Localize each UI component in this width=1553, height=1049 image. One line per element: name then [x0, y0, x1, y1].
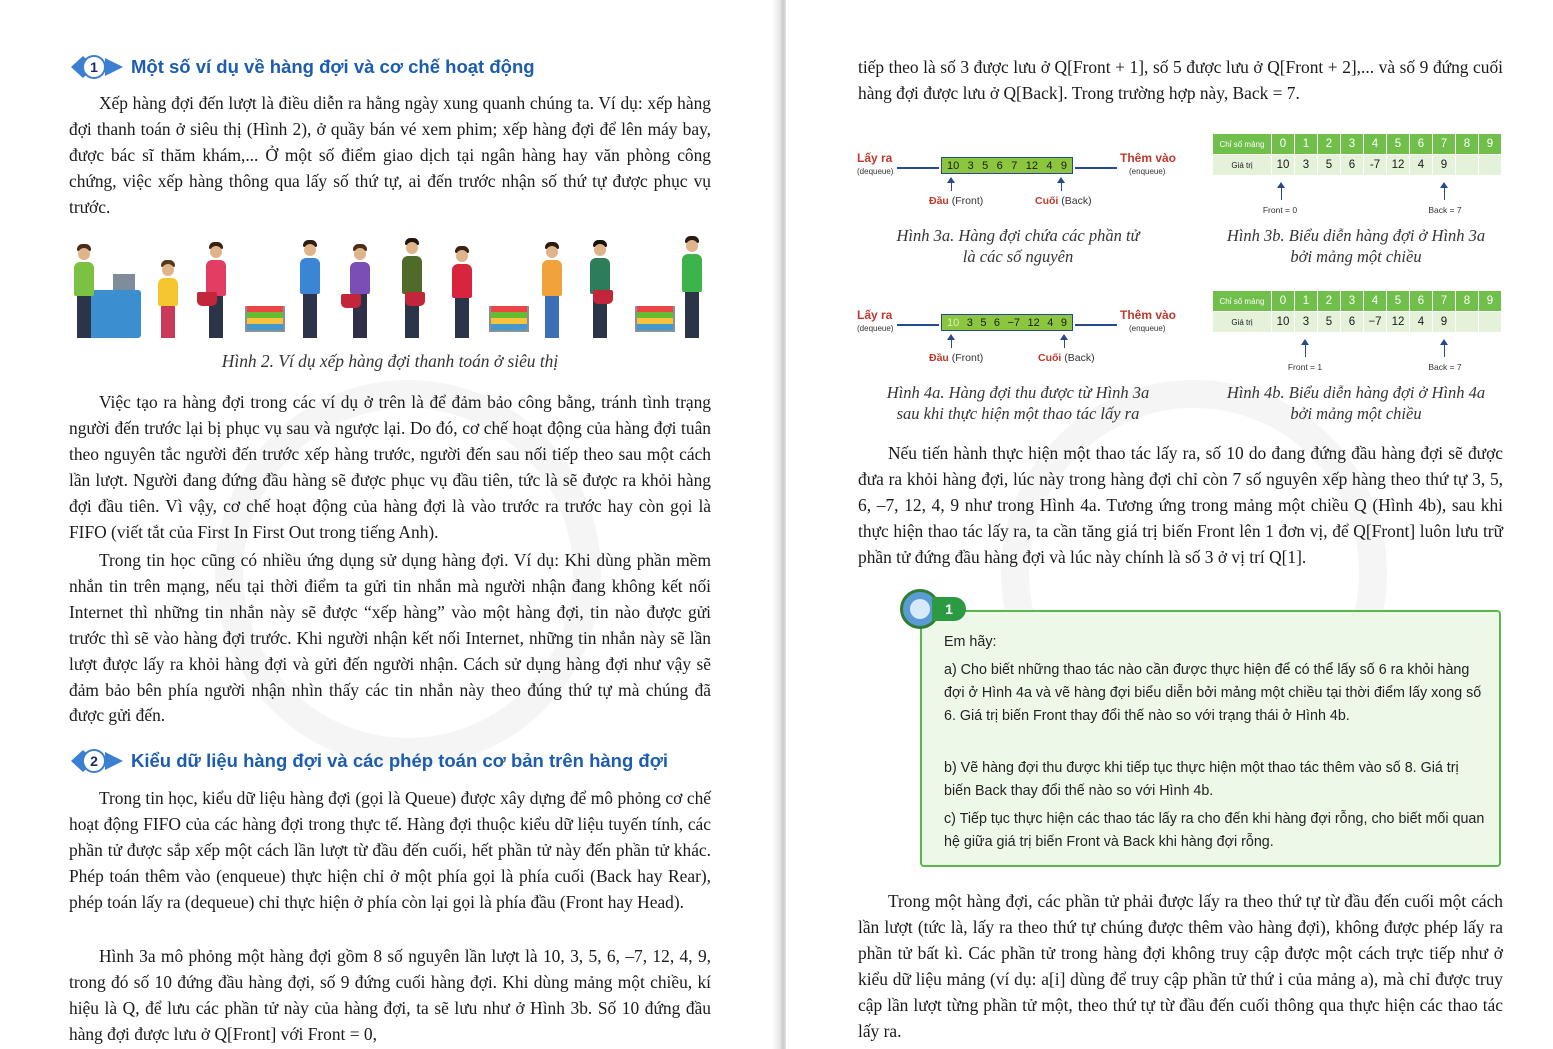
- shopping-cart: [489, 306, 529, 332]
- shopping-cart: [635, 306, 675, 332]
- queue-item: 12: [1025, 159, 1038, 172]
- shopping-basket: [593, 290, 613, 304]
- section-2-title: Kiểu dữ liệu hàng đợi và các phép toán cơ bản trên hàng đợi: [131, 750, 669, 771]
- exercise-item-c: c) Tiếp tục thực hiện các thao tác lấy ra cho đến khi hàng đợi rỗng, cho biết mối quan hệ giữa giá trị biến Front và Back khi hàng đợi rỗng.: [944, 811, 1485, 850]
- queue-item: 7: [1011, 159, 1018, 172]
- queue-item: 12: [1027, 316, 1040, 329]
- queue-item: 5: [980, 316, 987, 329]
- queue-bar: [941, 157, 1073, 174]
- dequeue-sublabel: (dequeue): [857, 324, 894, 333]
- queue-item: −7: [1007, 316, 1021, 329]
- dequeue-label: Lấy ra: [857, 151, 893, 165]
- enqueue-label: Thêm vào: [1120, 308, 1177, 322]
- paragraph-access-rule: Trong một hàng đợi, các phần tử phải được lấy ra theo thứ tự từ đầu đến cuối một cách lần lượt (tức là, lấy ra theo thứ tự chúng được thêm vào hàng đợi), không được phép lấy ra phần tử bất kì. Các phần tử trong hàng đợi không truy cập được một cách trực tiếp như ở kiểu dữ liệu mảng (ví dụ: a[i] dùng để truy cập phần tử thứ i của mảng a), mà chỉ được truy cập lần lượt từng phần tử một, theo thứ tự từ đầu đến cuối thông qua thực hiện các thao tác lấy ra.: [858, 891, 1503, 1041]
- exercise-box: [920, 610, 1501, 867]
- cash-register: [113, 274, 135, 290]
- checkout-counter: [89, 290, 141, 338]
- person: [681, 236, 703, 338]
- front-index-label: Front = 1: [1287, 362, 1323, 372]
- queue-item-removed: 10: [947, 316, 960, 329]
- queue-item: 4: [1046, 159, 1053, 172]
- dequeue-label: Lấy ra: [857, 308, 893, 322]
- back-pointer-label: Cuối (Back): [1035, 195, 1092, 207]
- person: [299, 240, 321, 338]
- person: [451, 246, 473, 338]
- queue-item: 6: [993, 316, 1001, 329]
- person: [205, 242, 227, 338]
- queue-item: 10: [947, 159, 960, 172]
- figure-2-illustration: [69, 232, 711, 338]
- front-index-label: Front = 0: [1262, 205, 1298, 215]
- figure-3b-caption: Hình 3b. Biểu diễn hàng đợi ở Hình 3a bởi mảng một chiều: [1226, 226, 1486, 266]
- shopping-basket: [197, 292, 217, 306]
- queue-item: 3: [966, 316, 973, 329]
- paragraph-dequeue-explanation: Nếu tiến hành thực hiện một thao tác lấy ra, số 10 do đang đứng đầu hàng đợi sẽ được đưa ra khỏi hàng đợi, lúc này trong hàng đợi chỉ còn 7 số nguyên xếp hàng theo thứ tự 3, 5, 6, –7, 12, 4, 9 như trong Hình 4a. Tương ứng trong mảng một chiều Q (Hình 4b), sau khi thực hiện thao tác lấy ra, ta cần tăng giá trị biến Front lên 1 đơn vị, để Q[Front] luôn lưu trữ phần tử đứng đầu hàng đợi và lúc này chính là số 3 ở vị trí Q[1].: [858, 443, 1503, 567]
- person: [401, 238, 423, 338]
- shopping-basket: [405, 292, 425, 306]
- person: [541, 242, 563, 338]
- section-1-heading: [69, 54, 535, 80]
- back-index-label: Back = 7: [1428, 205, 1462, 215]
- front-pointer-label: Đầu (Front): [929, 352, 984, 364]
- figure-3a-queue: [857, 145, 1187, 215]
- queue-item: 9: [1060, 159, 1067, 172]
- paragraph-1: Xếp hàng đợi đến lượt là điều diễn ra hằng ngày xung quanh chúng ta. Ví dụ: xếp hàng đợi thanh toán ở siêu thị (Hình 2), ở quầy bán vé xem phim; xếp hàng đợi để lên máy bay, được bác sĩ thăm khám,... Ở một số điểm giao dịch tại ngân hàng hay văn phòng công chứng, việc xếp hàng thông qua lấy số thứ tự, ai đến trước nhận số thứ tự được phục vụ trước.: [69, 93, 711, 217]
- paragraph-2: Việc tạo ra hàng đợi trong các ví dụ ở trên là để đảm bảo công bằng, tránh tình trạng người đến trước lại bị phục vụ sau và ngược lại. Do đó, cơ chế hoạt động của hàng đợi tuân theo nguyên tắc người đến trước xếp hàng trước, người đến sau nối tiếp theo sau một cách lần lượt. Người đang đứng đầu hàng sẽ được phục vụ đầu tiên, tức là sẽ được ra khỏi hàng đợi đầu tiên. Vì vậy, cơ chế hoạt động của hàng đợi là vào trước ra trước hay còn gọi là FIFO (viết tắt của First In First Out trong tiếng Anh).: [69, 392, 711, 542]
- figure-4b-array: Chỉ số mảng 0 1 2 3 4 5 6 7 8 9 Giá trị 10 3 5 6 −7 12 4 9: [1212, 290, 1502, 333]
- back-pointer-label: Cuối (Back): [1038, 352, 1095, 364]
- exercise-item-b: b) Vẽ hàng đợi thu được khi tiếp tục thực hiện một thao tác thêm vào số 8. Giá trị biến Back thay đổi thế nào so với Hình 4b.: [944, 760, 1459, 799]
- exercise-intro: Em hãy:: [944, 634, 997, 650]
- shopping-basket: [341, 294, 361, 308]
- dequeue-sublabel: (dequeue): [857, 167, 894, 176]
- figure-3a-caption: Hình 3a. Hàng đợi chứa các phần tử là các số nguyên: [896, 226, 1140, 266]
- person: [157, 260, 179, 338]
- exercise-item-a: a) Cho biết những thao tác nào cần được thực hiện để có thể lấy số 6 ra khỏi hàng đợi ở Hình 4a và vẽ hàng đợi biểu diễn bởi mảng một chiều tại thời điểm lấy xong số 6. Giá trị biến Front thay đổi thế nào so với trạng thái ở Hình 4b.: [944, 662, 1482, 724]
- section-1-title: Một số ví dụ về hàng đợi và cơ chế hoạt động: [131, 56, 535, 77]
- front-pointer-label: Đầu (Front): [929, 195, 984, 207]
- person: [73, 244, 95, 338]
- queue-item: 6: [996, 159, 1003, 172]
- back-index-label: Back = 7: [1428, 362, 1462, 372]
- paragraph-3: Trong tin học cũng có nhiều ứng dụng sử dụng hàng đợi. Ví dụ: Khi dùng phần mềm nhắn tin trên mạng, nếu tại thời điểm ta gửi tin nhắn mà người nhận đang không kết nối Internet thì những tin nhắn này sẽ được “xếp hàng” vào một hàng đợi, tin nào được gửi trước thì sẽ vào hàng đợi trước. Khi người nhận kết nối Internet, những tin nhắn này sẽ lần lượt được lấy ra khỏi hàng đợi và gửi đến người nhận. Cách sử dụng hàng đợi như vậy sẽ đảm bảo bên phía người nhận nhìn thấy các tin nhắn này theo đúng thứ tự mà chúng đã được gửi đến.: [69, 550, 711, 726]
- figure-2-caption: Hình 2. Ví dụ xếp hàng đợi thanh toán ở siêu thị: [221, 351, 559, 371]
- section-number-badge: 2: [69, 748, 127, 774]
- figure-4a-queue: [857, 302, 1187, 372]
- queue-item: 9: [1060, 316, 1067, 329]
- figure-4b-caption: Hình 4b. Biểu diễn hàng đợi ở Hình 4a bởi mảng một chiều: [1226, 383, 1486, 423]
- shopping-cart: [245, 306, 285, 332]
- person: [589, 240, 611, 338]
- queue-item: 5: [982, 159, 989, 172]
- enqueue-sublabel: (enqueue): [1129, 167, 1166, 176]
- section-2-heading: [69, 748, 668, 774]
- queue-bar: [941, 314, 1073, 331]
- paragraph-4: Trong tin học, kiểu dữ liệu hàng đợi (gọi là Queue) được xây dựng để mô phỏng cơ chế hoạt động FIFO của các hàng đợi trong thực tế. Hàng đợi thuộc kiểu dữ liệu tuyến tính, các phần tử được sắp xếp một cách lần lượt từ đầu đến cuối, hết phần tử này đến phần tử khác. Phép toán thêm vào (enqueue) thực hiện chỉ ở một phía gọi là phía cuối (Back hay Rear), phép toán lấy ra (dequeue) chỉ thực hiện ở phía còn lại gọi là phía đầu (Front hay Head).: [69, 788, 711, 912]
- figure-3b-array: Chỉ số mảng 0 1 2 3 4 5 6 7 8 9 Giá trị 10 3 5 6 -7 12 4 9: [1212, 133, 1502, 176]
- figure-4a-caption: Hình 4a. Hàng đợi thu được từ Hình 3a sau khi thực hiện một thao tác lấy ra: [886, 383, 1150, 423]
- paragraph-continued: tiếp theo là số 3 được lưu ở Q[Front + 1], số 5 được lưu ở Q[Front + 2],... và số 9 đứng cuối hàng đợi được lưu ở Q[Back]. Trong trường hợp này, Back = 7.: [858, 57, 1503, 103]
- exercise-number: 1: [932, 597, 966, 621]
- enqueue-sublabel: (enqueue): [1129, 324, 1166, 333]
- person: [349, 244, 371, 338]
- paragraph-5: Hình 3a mô phỏng một hàng đợi gồm 8 số nguyên lần lượt là 10, 3, 5, 6, –7, 12, 4, 9, trong đó số 10 đứng đầu hàng đợi, số 9 đứng cuối hàng đợi. Khi dùng mảng một chiều, kí hiệu là Q, để lưu các phần tử này của hàng đợi, ta sẽ lưu như ở Hình 3b. Số 10 đứng đầu hàng đợi được lưu ở Q[Front] với Front = 0,: [69, 946, 711, 1044]
- section-number-badge: 1: [69, 54, 127, 80]
- queue-item: 3: [967, 159, 974, 172]
- enqueue-label: Thêm vào: [1120, 151, 1177, 165]
- queue-item: 4: [1047, 316, 1054, 329]
